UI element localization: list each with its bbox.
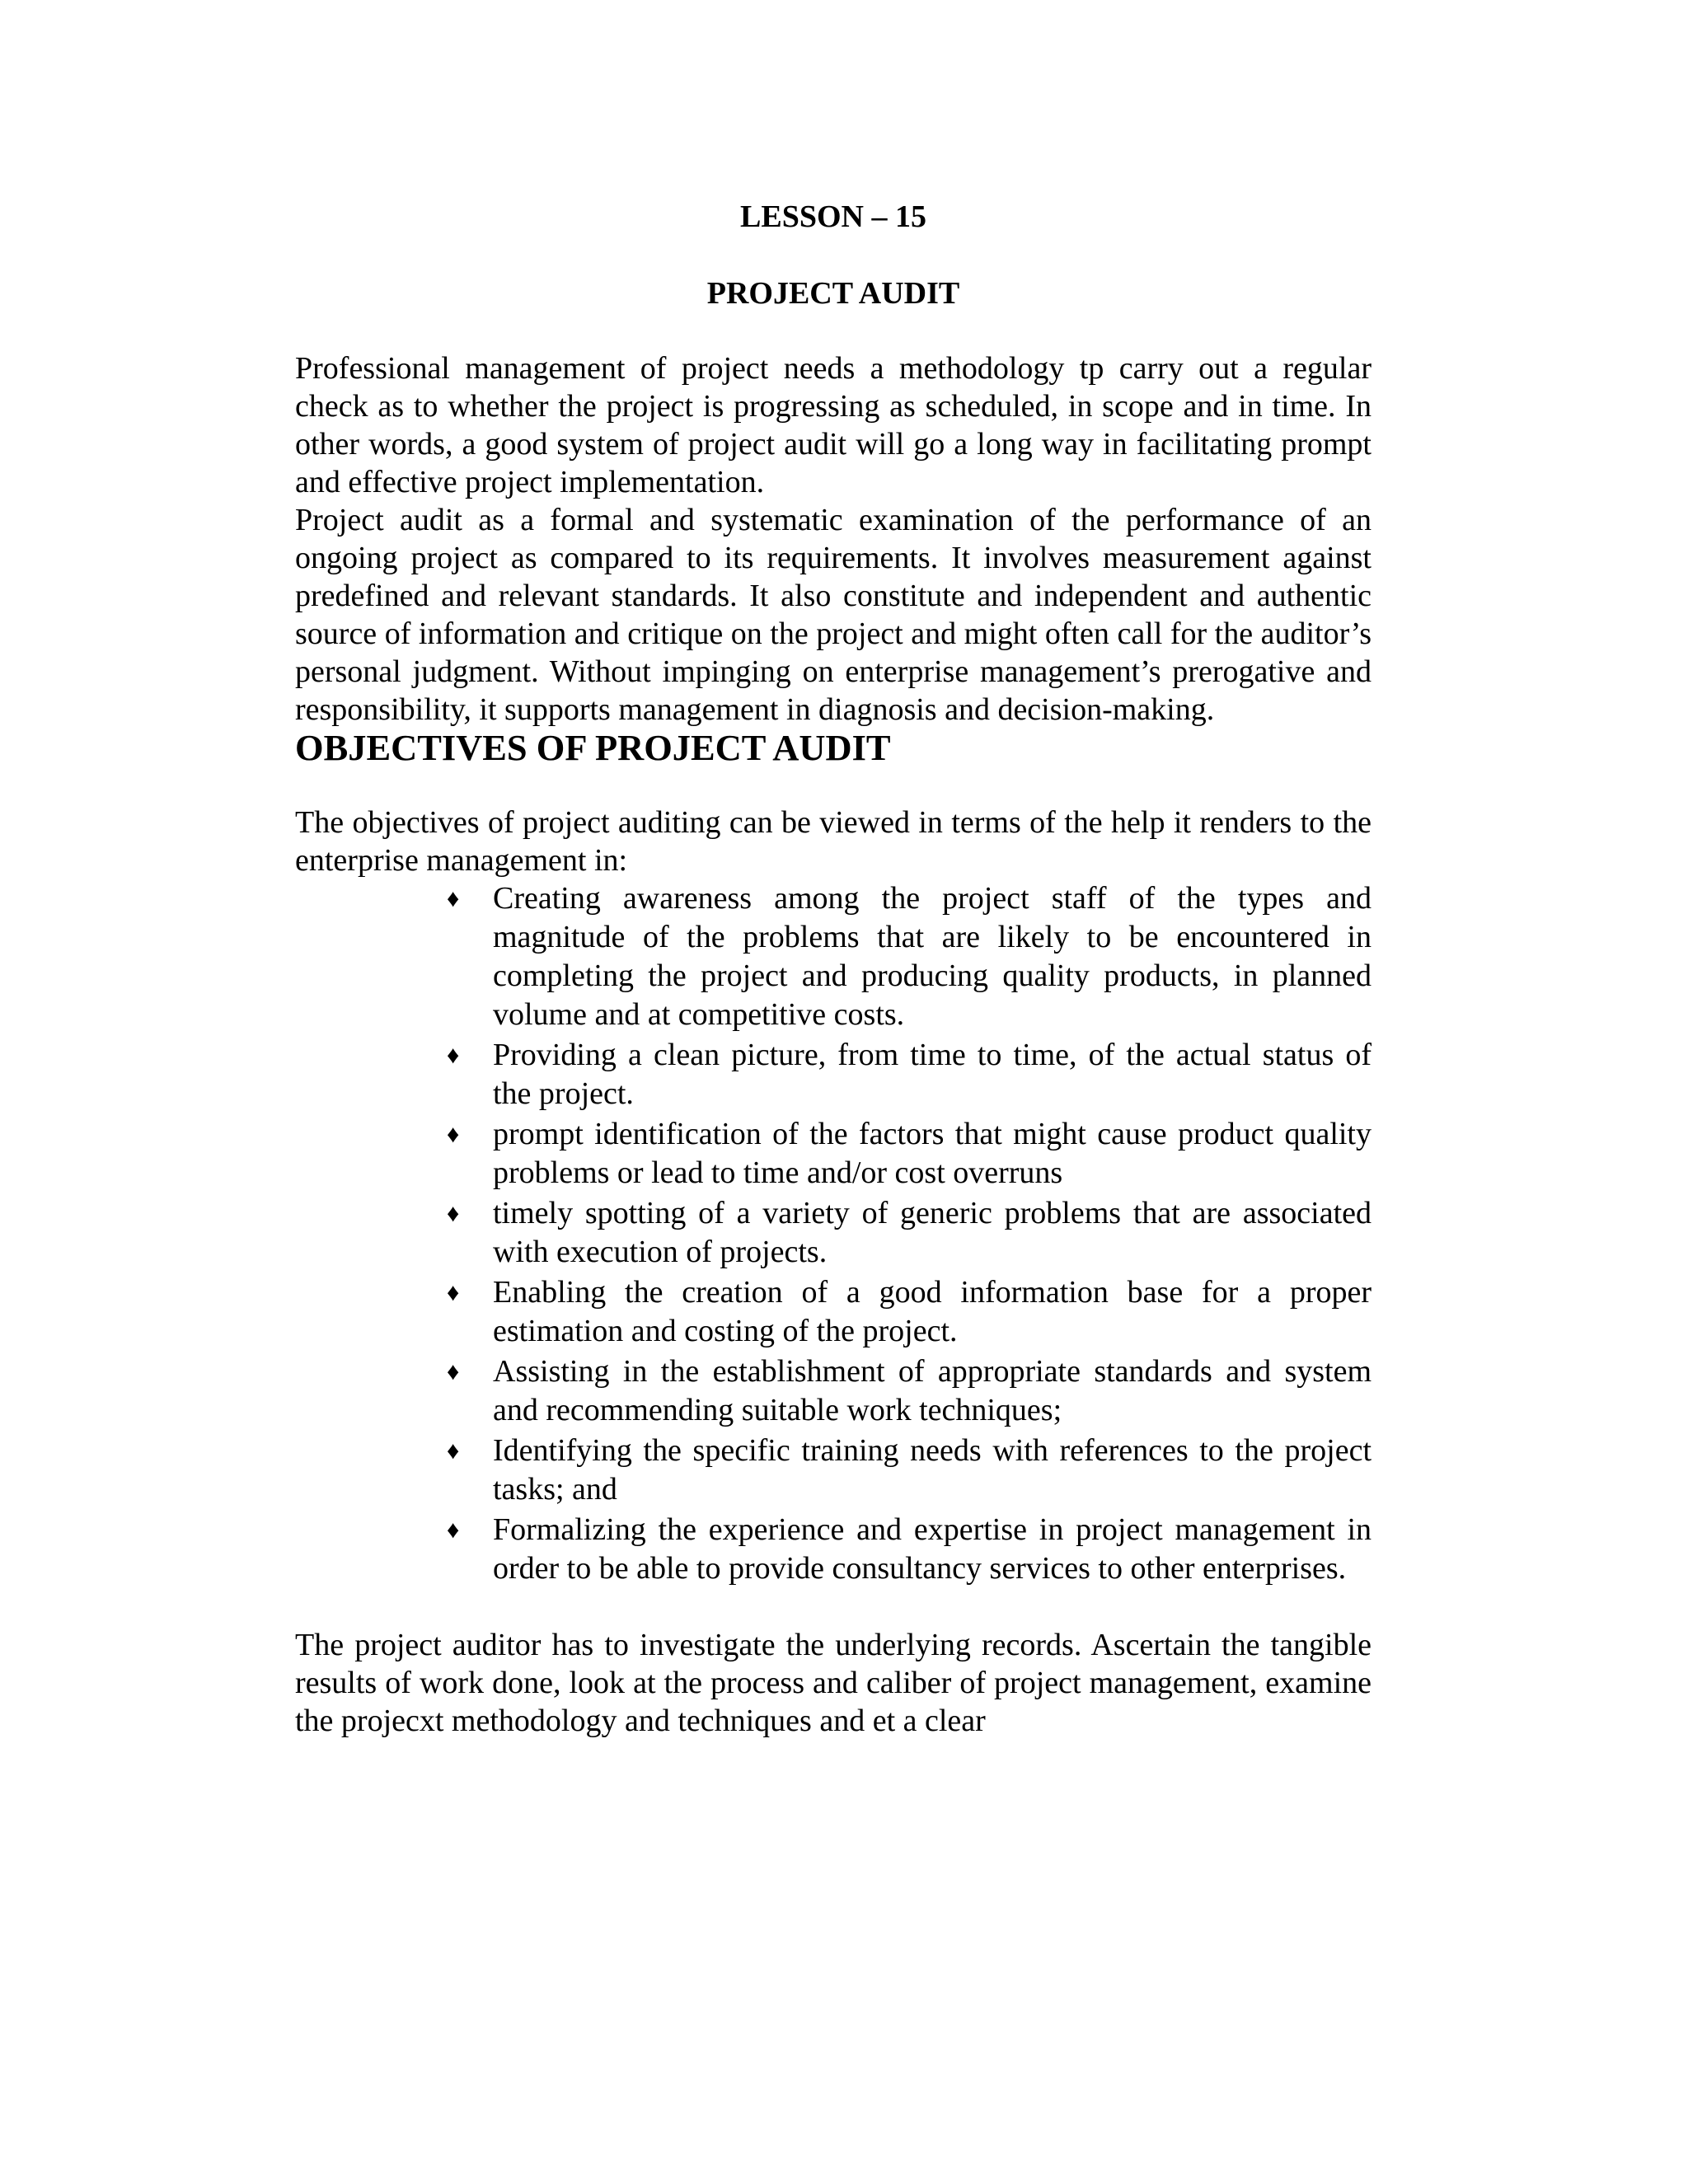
- diamond-bullet-icon: ♦: [447, 1042, 460, 1069]
- intro-paragraph-1: Professional management of project needs a methodology tp carry out a regular check as to whether the project is progressing as scheduled, in scope and in time. In other words, a good system of project audit will go a long way in facilitating prompt and effective project implementation.: [295, 351, 1372, 499]
- objectives-list: [295, 879, 1372, 1588]
- list-item-text: Assisting in the establishment of appropriate standards and system and recommending suitable work techniques;: [493, 1354, 1372, 1427]
- list-item: [447, 1036, 1372, 1113]
- diamond-bullet-icon: ♦: [447, 1200, 460, 1227]
- diamond-bullet-icon: ♦: [447, 1358, 460, 1385]
- section-heading: OBJECTIVES OF PROJECT AUDIT: [295, 727, 891, 768]
- list-item-text: Creating awareness among the project staff of the types and magnitude of the problems that are likely to be encountered in completing the project and producing quality products, in planned volume and at competitive costs.: [493, 881, 1372, 1032]
- diamond-bullet-icon: ♦: [447, 1121, 460, 1148]
- list-item: [447, 1194, 1372, 1272]
- list-item-text: Providing a clean picture, from time to time, of the actual status of the project.: [493, 1038, 1372, 1111]
- list-item-text: Enabling the creation of a good information base for a proper estimation and costing of the project.: [493, 1275, 1372, 1348]
- list-item-text: Formalizing the experience and expertise in project management in order to be able to provide consultancy services to other enterprises.: [493, 1512, 1372, 1586]
- list-item: [447, 1115, 1372, 1193]
- diamond-bullet-icon: ♦: [447, 885, 460, 912]
- list-item-text: timely spotting of a variety of generic problems that are associated with execution of projects.: [493, 1196, 1372, 1269]
- topic-title: PROJECT AUDIT: [706, 276, 960, 311]
- diamond-bullet-icon: ♦: [447, 1516, 460, 1544]
- diamond-bullet-icon: ♦: [447, 1279, 460, 1306]
- list-item-text: Identifying the specific training needs with references to the project tasks; and: [493, 1433, 1372, 1507]
- list-item: [447, 1432, 1372, 1509]
- closing-paragraph: The project auditor has to investigate the underlying records. Ascertain the tangible results of work done, look at the process and caliber of project management, examine the projecxt methodology and techniques and et a clear: [295, 1628, 1372, 1738]
- list-item: [447, 1352, 1372, 1430]
- document-page: [295, 198, 1372, 1740]
- list-item: [447, 879, 1372, 1034]
- intro-paragraph-2: Project audit as a formal and systematic examination of the performance of an ongoing project as compared to its requirements. It involves measurement against predefined and relevant standards. It also constitute and independent and authentic source of information and critique on the project and might often call for the auditor’s personal judgment. Without impinging on enterprise management’s prerogative and responsibility, it supports management in diagnosis and decision-making.: [295, 503, 1372, 727]
- objectives-intro: The objectives of project auditing can be viewed in terms of the help it renders to the enterprise management in:: [295, 805, 1372, 878]
- diamond-bullet-icon: ♦: [447, 1437, 460, 1465]
- list-item: [447, 1273, 1372, 1351]
- list-item: [447, 1511, 1372, 1588]
- list-item-text: prompt identification of the factors that might cause product quality problems or lead to time and/or cost overruns: [493, 1117, 1372, 1190]
- lesson-title: LESSON – 15: [740, 199, 926, 234]
